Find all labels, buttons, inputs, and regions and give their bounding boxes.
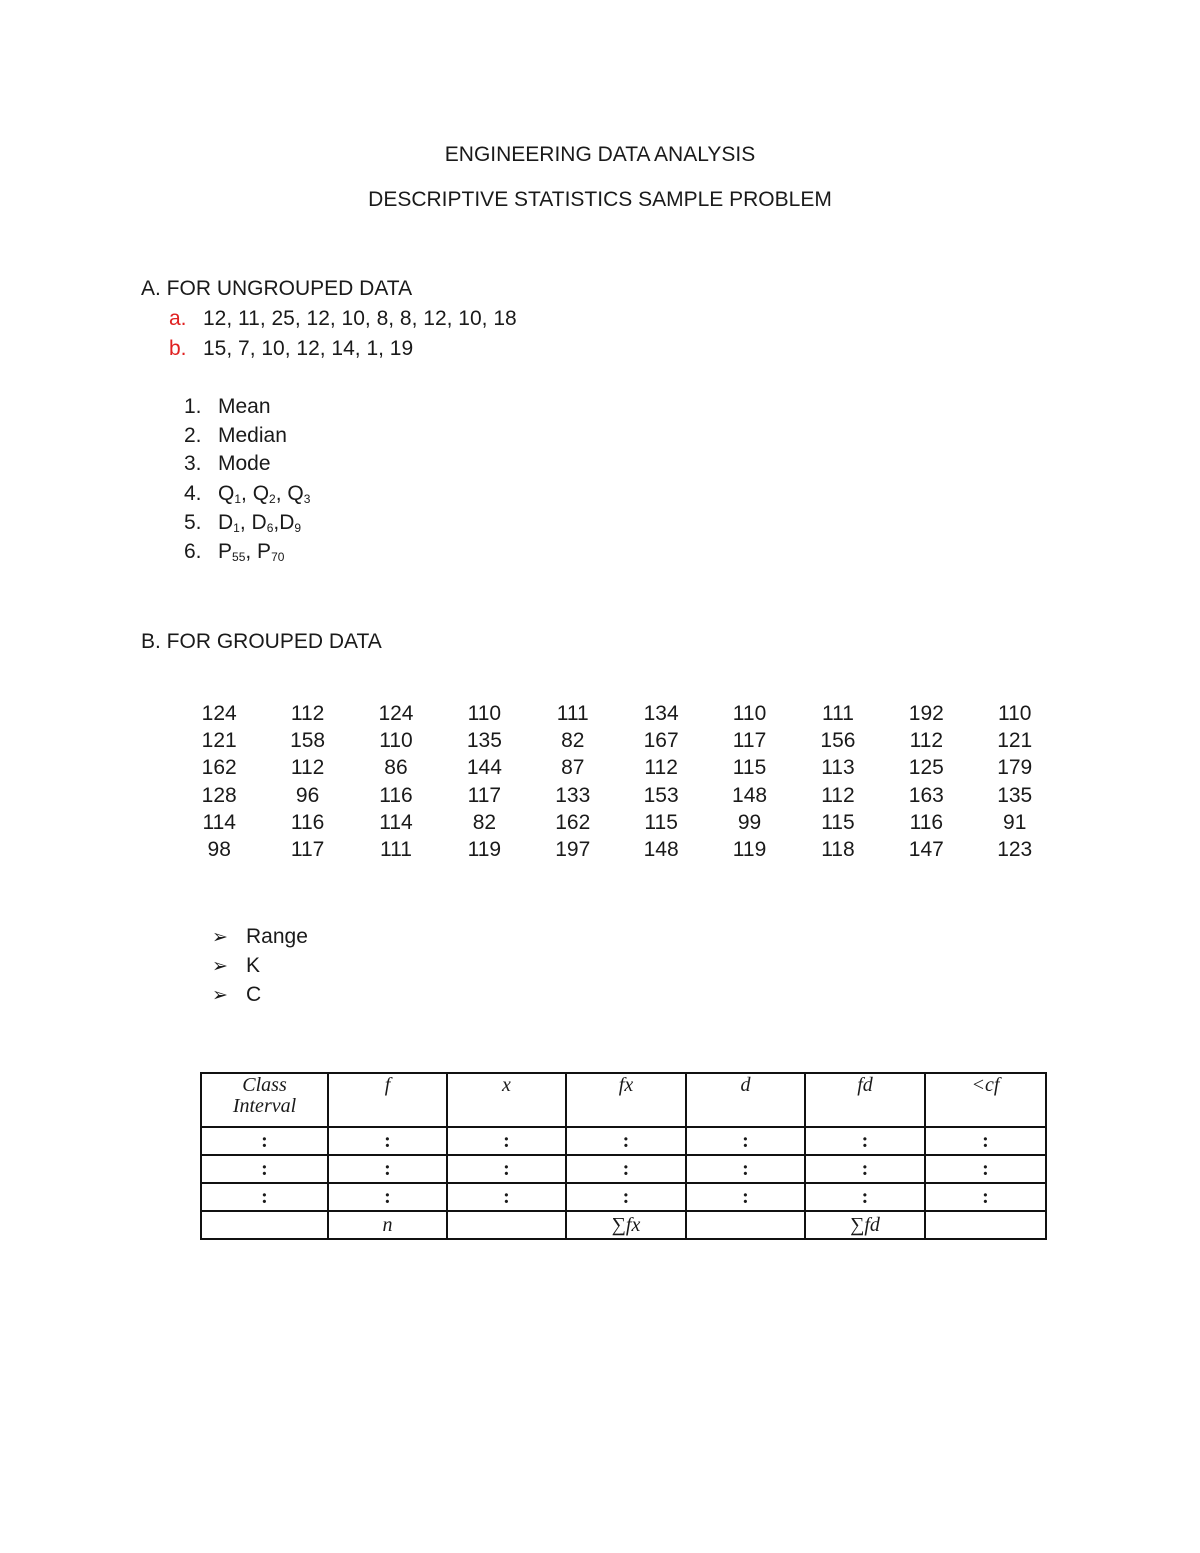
table-totals-row	[201, 1211, 1046, 1239]
ellipsis-cell: :	[447, 1183, 566, 1211]
data-cell: 116	[379, 783, 413, 807]
totals-cell	[686, 1211, 805, 1239]
data-cell: 167	[643, 729, 679, 753]
data-cell: 179	[997, 756, 1033, 780]
ellipsis-cell: :	[328, 1155, 447, 1183]
data-cell: 134	[643, 702, 679, 725]
arrow-bullet-icon: ➢	[212, 956, 228, 977]
ellipsis-cell: :	[925, 1183, 1046, 1211]
table-header-cell	[925, 1073, 1046, 1127]
data-cell: 147	[908, 837, 944, 861]
ellipsis-cell: :	[925, 1127, 1046, 1155]
data-cell: 86	[384, 756, 408, 780]
totals-cell	[447, 1211, 566, 1239]
task-symbol: P	[257, 540, 272, 563]
data-cell: 148	[643, 837, 679, 861]
task-number: 3.	[184, 452, 202, 475]
document-title: ENGINEERING DATA ANALYSIS	[444, 143, 756, 166]
data-cell: 125	[908, 756, 944, 780]
task-subscript: 2	[269, 492, 276, 506]
data-cell: 119	[732, 837, 767, 861]
table-header-cell	[328, 1073, 447, 1127]
bullet-item	[212, 925, 308, 949]
task-separator: ,	[241, 482, 253, 505]
data-cell: 82	[561, 729, 585, 753]
ellipsis-cell: :	[201, 1183, 328, 1211]
arrow-bullet-icon: ➢	[212, 985, 228, 1006]
ellipsis-cell: :	[566, 1127, 686, 1155]
data-cell: 135	[466, 729, 502, 753]
data-cell: 110	[379, 729, 413, 753]
header-line: Class	[242, 1074, 287, 1096]
task-symbol: D	[251, 511, 267, 534]
section-a-heading: A. FOR UNGROUPED DATA	[141, 277, 413, 300]
data-row	[175, 811, 1059, 838]
task-number: 4.	[184, 482, 202, 505]
totals-cell: n	[328, 1211, 447, 1239]
ellipsis-cell: :	[805, 1127, 925, 1155]
data-cell: 115	[732, 756, 767, 780]
header-line: d	[740, 1074, 751, 1096]
data-cell: 121	[201, 729, 237, 753]
data-cell: 133	[555, 783, 591, 807]
task-number: 6.	[184, 540, 202, 563]
bullet-item	[212, 983, 261, 1007]
data-cell: 153	[643, 783, 679, 807]
dataset-a-values: 12, 11, 25, 12, 10, 8, 8, 12, 10, 18	[203, 307, 517, 330]
dataset-a	[169, 307, 517, 331]
data-cell: 156	[820, 729, 856, 753]
task-separator: ,	[239, 511, 252, 534]
task-number: 5.	[184, 511, 202, 534]
ellipsis-cell: :	[686, 1127, 805, 1155]
data-cell: 112	[909, 729, 944, 753]
data-cell: 112	[821, 783, 855, 807]
task-text: Mode	[218, 452, 271, 475]
data-cell: 135	[997, 783, 1033, 807]
task-separator: ,	[275, 482, 288, 505]
data-cell: 99	[737, 810, 762, 834]
ellipsis-cell: :	[328, 1127, 447, 1155]
data-row	[175, 838, 1059, 865]
data-cell: 119	[467, 837, 502, 861]
table-header-cell	[201, 1073, 328, 1127]
bullet-text: C	[246, 983, 262, 1006]
data-cell: 115	[821, 810, 855, 834]
task-separator: ,	[245, 540, 258, 563]
ellipsis-cell: :	[686, 1183, 805, 1211]
task-subscript: 6	[266, 521, 274, 535]
task-symbol: D	[218, 511, 234, 534]
data-cell: 96	[295, 783, 320, 807]
data-cell: 148	[732, 783, 768, 807]
ellipsis-cell: :	[566, 1155, 686, 1183]
task-subscript: 1	[233, 521, 240, 535]
data-cell: 144	[466, 756, 502, 780]
task-item	[184, 540, 284, 564]
task-subscript: 9	[294, 521, 302, 535]
data-cell: 112	[290, 702, 325, 725]
task-item	[184, 452, 271, 476]
data-cell: 162	[555, 810, 591, 834]
task-text: Mean	[218, 395, 271, 418]
data-row	[175, 756, 1059, 783]
arrow-bullet-icon: ➢	[212, 927, 228, 948]
data-cell: 124	[378, 702, 414, 725]
task-number: 1.	[184, 395, 202, 418]
data-cell: 123	[997, 837, 1033, 861]
ellipsis-cell: :	[201, 1127, 328, 1155]
task-item	[184, 424, 287, 448]
task-text: Median	[218, 424, 287, 447]
ellipsis-cell: :	[328, 1183, 447, 1211]
task-subscript: 70	[271, 550, 285, 564]
data-cell: 110	[997, 702, 1032, 725]
data-cell: 111	[821, 702, 854, 725]
data-cell: 117	[732, 729, 767, 753]
data-cell: 114	[379, 810, 413, 834]
data-cell: 117	[467, 783, 502, 807]
totals-cell: ∑fd	[805, 1211, 925, 1239]
header-line: <cf	[971, 1074, 1000, 1096]
header-line: x	[502, 1074, 511, 1096]
data-row	[175, 784, 1059, 811]
task-symbol: Q	[252, 482, 270, 505]
data-cell: 121	[997, 729, 1033, 753]
table-header-cell	[566, 1073, 686, 1127]
ellipsis-cell: :	[566, 1183, 686, 1211]
data-cell: 192	[908, 702, 944, 725]
table-header-cell	[447, 1073, 566, 1127]
table-row	[201, 1127, 1046, 1155]
data-cell: 98	[207, 837, 231, 861]
data-cell: 116	[290, 810, 325, 834]
data-cell: 162	[201, 756, 237, 780]
data-cell: 112	[290, 756, 325, 780]
data-cell: 111	[556, 702, 589, 725]
ellipsis-cell: :	[805, 1155, 925, 1183]
ellipsis-cell: :	[447, 1155, 566, 1183]
bullet-text: K	[246, 954, 261, 977]
ellipsis-cell: :	[925, 1155, 1046, 1183]
data-row	[175, 702, 1059, 729]
task-item	[184, 482, 310, 506]
data-cell: 114	[202, 810, 236, 834]
dataset-a-marker: a.	[169, 307, 187, 330]
table-row	[201, 1155, 1046, 1183]
data-cell: 87	[561, 756, 585, 780]
data-cell: 82	[472, 810, 497, 834]
totals-cell	[925, 1211, 1046, 1239]
totals-cell	[201, 1211, 328, 1239]
task-item	[184, 395, 271, 419]
data-cell: 91	[1003, 810, 1027, 834]
task-subscript: 1	[234, 492, 242, 506]
data-cell: 110	[467, 702, 502, 725]
data-cell: 111	[380, 837, 412, 861]
dataset-b-marker: b.	[169, 337, 187, 360]
task-subscript: 55	[232, 550, 246, 564]
data-cell: 112	[644, 756, 678, 780]
header-line: Interval	[232, 1095, 297, 1117]
data-cell: 118	[821, 837, 855, 861]
grouped-data-grid	[175, 702, 1059, 865]
task-subscript: 3	[303, 492, 311, 506]
task-symbol: P	[218, 540, 233, 563]
dataset-b-values: 15, 7, 10, 12, 14, 1, 19	[203, 337, 414, 360]
frequency-distribution-table	[200, 1072, 1047, 1240]
data-row	[175, 729, 1059, 756]
table-header-cell	[805, 1073, 925, 1127]
dataset-b	[169, 337, 413, 361]
task-symbol: Q	[218, 482, 235, 505]
ellipsis-cell: :	[805, 1183, 925, 1211]
bullet-text: Range	[246, 925, 308, 948]
task-symbol: Q	[287, 482, 304, 505]
ellipsis-cell: :	[201, 1155, 328, 1183]
section-b-heading: B. FOR GROUPED DATA	[141, 630, 382, 653]
bullet-item	[212, 954, 260, 978]
header-line: f	[384, 1074, 391, 1096]
data-cell: 110	[732, 702, 767, 725]
data-cell: 113	[821, 756, 855, 780]
header-line: fd	[857, 1074, 873, 1096]
task-number: 2.	[184, 424, 202, 447]
ellipsis-cell: :	[686, 1155, 805, 1183]
task-separator: ,	[273, 511, 280, 534]
data-cell: 197	[555, 837, 591, 861]
document-subtitle: DESCRIPTIVE STATISTICS SAMPLE PROBLEM	[368, 188, 832, 211]
totals-cell: ∑fx	[566, 1211, 686, 1239]
task-item	[184, 511, 301, 535]
ellipsis-cell: :	[447, 1127, 566, 1155]
task-symbol: D	[279, 511, 295, 534]
data-cell: 158	[290, 729, 326, 753]
data-cell: 128	[201, 783, 237, 807]
header-line: fx	[618, 1074, 634, 1096]
data-cell: 116	[909, 810, 944, 834]
data-cell: 163	[908, 783, 944, 807]
data-cell: 115	[644, 810, 678, 834]
data-cell: 124	[201, 702, 237, 725]
data-cell: 117	[290, 837, 325, 861]
table-row	[201, 1183, 1046, 1211]
table-header-cell	[686, 1073, 805, 1127]
table-header-row	[201, 1073, 1046, 1127]
